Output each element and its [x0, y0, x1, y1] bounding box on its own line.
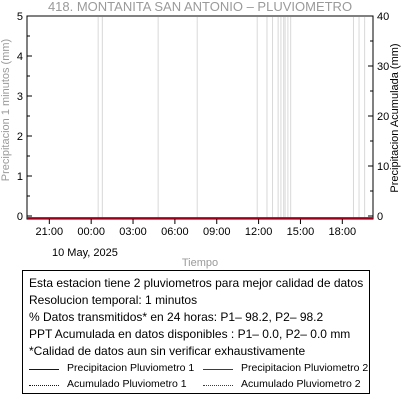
- x-tick-label: 21:00: [35, 226, 64, 238]
- x-tick-label: 12:00: [244, 226, 273, 238]
- x-tick-label: 09:00: [202, 226, 231, 238]
- plot-frame: [27, 16, 373, 219]
- x-tick-label: 03:00: [119, 226, 147, 238]
- legend-info-line-4: PPT Acumulada en datos disponibles : P1– 0.0, P2– 0.0 mm: [29, 327, 351, 341]
- x-axis-label: Tiempo: [181, 257, 219, 269]
- y-left-tick-label: 0: [16, 211, 23, 223]
- y-left-tick-label: 4: [16, 51, 23, 63]
- legend-swatch-p2: [203, 369, 233, 370]
- legend-swatch-p1: [29, 369, 59, 370]
- info-legend-box: [22, 270, 370, 394]
- y-right-tick-label: 30: [377, 61, 390, 73]
- data-gap-layer: [98, 17, 364, 218]
- legend-swatch-acc2: [203, 385, 233, 386]
- y-right-tick-label: 0: [377, 211, 384, 223]
- legend-key-acc2: Acumulado Pluviometro 2: [241, 378, 361, 390]
- y-right-tick-label: 20: [377, 111, 390, 123]
- x-tick-label: 06:00: [161, 226, 189, 238]
- x-tick-label: 18:00: [328, 226, 357, 238]
- y-right-tick-label: 40: [377, 11, 390, 23]
- x-tick-label: 00:00: [77, 226, 105, 238]
- legend-key-acc1: Acumulado Pluviometro 1: [67, 378, 187, 390]
- y-left-tick-label: 2: [16, 131, 23, 143]
- date-label: 10 May, 2025: [52, 247, 118, 259]
- legend-info-line-3: % Datos transmitidos* en 24 horas: P1– 98.2, P2– 98.2: [29, 310, 324, 324]
- legend-info-line-2: Resolucion temporal: 1 minutos: [29, 293, 198, 307]
- legend-info-line-5: *Calidad de datos aun sin verificar exhaustivamente: [29, 344, 306, 358]
- legend-key-p2: Precipitacion Pluviometro 2: [241, 362, 369, 374]
- chart-title: 418. MONTANITA SAN ANTONIO – PLUVIOMETRO: [47, 0, 353, 14]
- legend-key-p1: Precipitacion Pluviometro 1: [67, 362, 195, 374]
- y-axis-right-label: Precipitacion Acumulada (mm): [389, 43, 401, 193]
- axis-layer: [17, 11, 389, 238]
- legend-swatch-acc1: [29, 385, 59, 386]
- y-right-tick-label: 10: [377, 161, 390, 173]
- y-axis-left-label: Precipitacion 1 minutos (mm): [0, 38, 12, 182]
- legend-info-line-1: Esta estacion tiene 2 pluviometros para mejor calidad de datos: [29, 276, 364, 290]
- y-left-tick-label: 1: [16, 171, 23, 183]
- y-left-tick-label: 3: [16, 91, 23, 103]
- y-left-tick-label: 5: [16, 11, 23, 23]
- x-tick-label: 15:00: [286, 226, 315, 238]
